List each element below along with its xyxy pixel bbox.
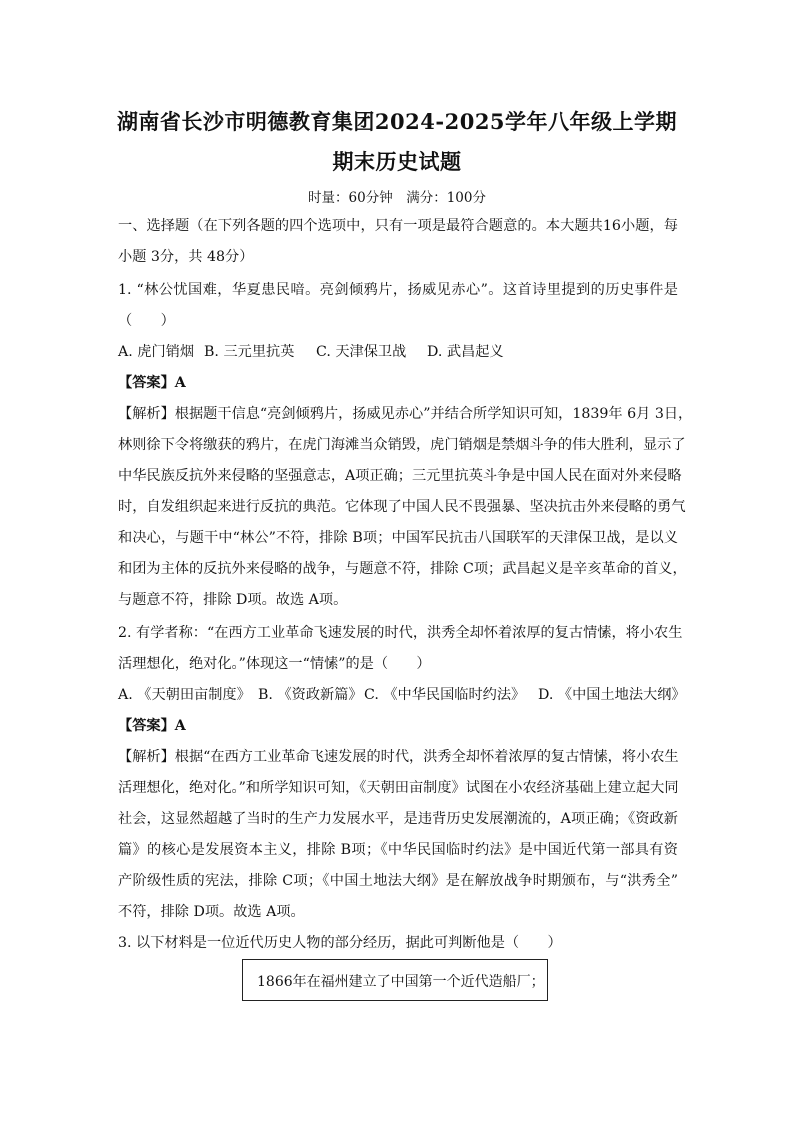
q2-analysis-line: 【解析】根据“在西方工业革命飞速发展的时代，洪秀全却怀着浓厚的复古情愫，将小农生 [118,749,679,765]
q1-analysis-line: 【解析】根据题干信息“亮剑倾鸦片，扬威见赤心”并结合所学知识可知，1839年 6月 3日， [118,406,693,422]
q1-option-c: C. 天津保卫战 [316,344,407,360]
q2-stem-line2: 活理想化，绝对化。”体现这一“情愫”的是（ ） [118,656,431,672]
q1-analysis-line: 中华民族反抗外来侵略的坚强意志，A项正确；三元里抗英斗争是中国人民在面对外来侵略 [118,468,682,484]
q1-stem-line1: 1. “林公忧国难，华夏患民喑。亮剑倾鸦片，扬威见赤心”。这首诗里提到的历史事件是 [118,282,678,298]
q1-option-d: D. 武昌起义 [427,344,504,360]
q2-analysis-line: 活理想化，绝对化。”和所学知识可知，《天朝田亩制度》试图在小农经济基础上建立起大同 [118,780,679,796]
q2-analysis-line: 产阶级性质的宪法，排除 C项；《中国土地法大纲》是在解放战争时期颁布，与“洪秀全” [118,873,678,889]
q1-analysis-line: 与题意不符，排除 D项。故选 A项。 [118,592,348,608]
exam-meta: 时量：60分钟 满分：100分 [308,190,486,206]
q1-answer: 【答案】A [118,375,186,391]
q2-stem-line1: 2. 有学者称：“在西方工业革命飞速发展的时代，洪秀全却怀着浓厚的复古情愫，将小农生 [118,625,683,641]
exam-title-line1: 湖南省长沙市明德教育集团2024-2025学年八年级上学期 [116,109,678,134]
q1-option-b: B. 三元里抗英 [204,344,295,360]
q1-option-a: A. 虎门销烟 [118,344,195,360]
exam-title-line2: 期末历史试题 [332,149,462,174]
section-instructions-line1: 一、选择题（在下列各题的四个选项中，只有一项是最符合题意的。本大题共16小题，每 [118,218,678,234]
q3-stem: 3. 以下材料是一位近代历史人物的部分经历，据此可判断他是（ ） [118,935,562,951]
q2-options [118,685,686,705]
q2-answer: 【答案】A [118,718,186,734]
q1-analysis-line: 和决心，与题干中“林公”不符，排除 B项；中国军民抗击八国联军的天津保卫战，是以义 [118,530,678,546]
q2-option-c: C. 《中华民国临时约法》 [364,687,526,703]
section-instructions-line2: 小题 3分，共 48分） [118,249,254,265]
q2-option-b: B. 《资政新篇》 [258,687,363,703]
q1-options [118,342,678,362]
q2-option-a: A. 《天朝田亩制度》 [118,687,251,703]
q3-material-box [242,959,548,1001]
q1-analysis-line: 和团为主体的反抗外来侵略的战争，与题意不符，排除 C项；武昌起义是辛亥革命的首义， [118,561,687,577]
q1-stem-line2: （ ） [118,313,175,329]
q1-analysis-line: 林则徐下令将缴获的鸦片，在虎门海滩当众销毁，虎门销烟是禁烟斗争的伟大胜利，显示了 [118,437,686,453]
q3-material-text: 1866年在福州建立了中国第一个近代造船厂； [257,974,545,990]
q2-analysis-line: 社会，这显然超越了当时的生产力发展水平，是违背历史发展潮流的，A项正确；《资政新 [118,811,678,827]
q2-analysis-line: 不符，排除 D项。故选 A项。 [118,904,305,920]
q2-analysis-line: 篇》的核心是发展资本主义，排除 B项；《中华民国临时约法》是中国近代第一部具有资 [118,842,678,858]
q2-option-d: D. 《中国土地法大纲》 [538,687,686,703]
q1-analysis-line: 时，自发组织起来进行反抗的典范。它体现了中国人民不畏强暴、坚决抗击外来侵略的勇气 [118,499,686,515]
